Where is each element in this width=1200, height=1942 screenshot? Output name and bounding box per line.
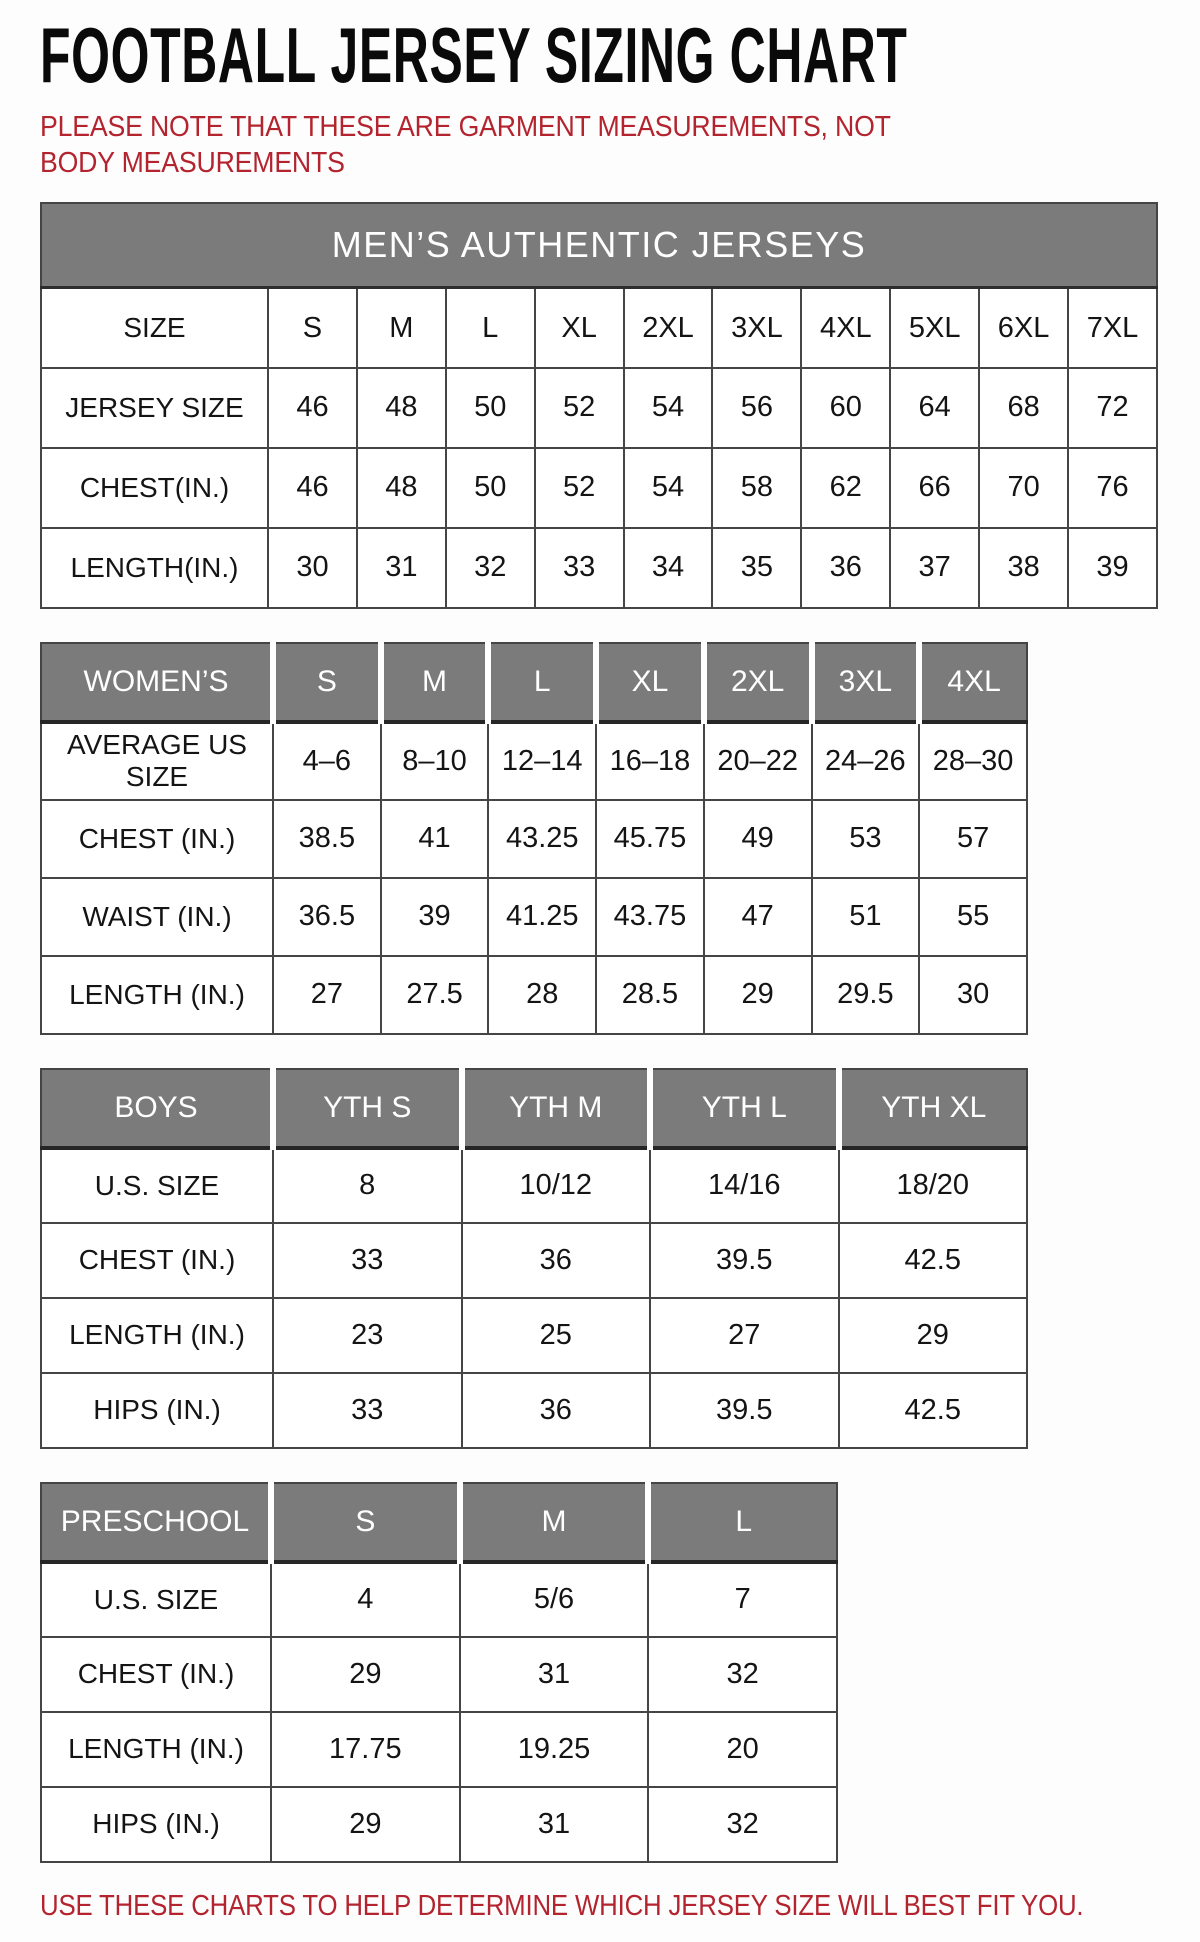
mens-table-banner: MEN’S AUTHENTIC JERSEYS — [41, 203, 1157, 288]
value-cell: 35 — [712, 528, 801, 608]
table-row — [41, 368, 1157, 448]
table-row — [41, 1637, 837, 1712]
value-cell: 33 — [535, 528, 624, 608]
row-label-cell: CHEST(IN.) — [41, 448, 268, 528]
column-header-cell: 3XL — [812, 643, 920, 722]
value-cell: 43.25 — [488, 800, 596, 878]
value-cell: 68 — [979, 368, 1068, 448]
row-label-cell: WAIST (IN.) — [41, 878, 273, 956]
value-cell: 57 — [919, 800, 1027, 878]
value-cell: 41 — [381, 800, 489, 878]
table-row — [41, 288, 1157, 368]
value-cell: 46 — [268, 368, 357, 448]
value-cell: 60 — [801, 368, 890, 448]
value-cell: 29 — [271, 1787, 460, 1862]
value-cell: 25 — [462, 1298, 651, 1373]
column-header-cell: M — [460, 1483, 649, 1562]
value-cell: 18/20 — [839, 1148, 1028, 1223]
header-row — [41, 643, 1027, 722]
value-cell: 47 — [704, 878, 812, 956]
row-label-cell: LENGTH (IN.) — [41, 956, 273, 1034]
value-cell: 36 — [462, 1223, 651, 1298]
value-cell: 29 — [271, 1637, 460, 1712]
column-header-cell: YTH M — [462, 1069, 651, 1148]
row-label-cell: LENGTH(IN.) — [41, 528, 268, 608]
tables-region — [40, 202, 1200, 1863]
value-cell: 31 — [357, 528, 446, 608]
page-title: FOOTBALL JERSEY SIZING CHART — [40, 11, 908, 99]
value-cell: 8–10 — [381, 722, 489, 800]
value-cell: 58 — [712, 448, 801, 528]
value-cell: 39 — [1068, 528, 1157, 608]
value-cell: 10/12 — [462, 1148, 651, 1223]
value-cell: 30 — [268, 528, 357, 608]
value-cell: 4–6 — [273, 722, 381, 800]
table-row — [41, 1298, 1027, 1373]
value-cell: 2XL — [624, 288, 713, 368]
value-cell: 36.5 — [273, 878, 381, 956]
boys-sizing-table — [40, 1068, 1028, 1449]
value-cell: 45.75 — [596, 800, 704, 878]
value-cell: 37 — [890, 528, 979, 608]
row-label-cell: U.S. SIZE — [41, 1562, 271, 1637]
value-cell: 53 — [812, 800, 920, 878]
value-cell: 32 — [446, 528, 535, 608]
column-header-cell: XL — [596, 643, 704, 722]
value-cell: 30 — [919, 956, 1027, 1034]
table-row — [41, 1787, 837, 1862]
table-row — [41, 448, 1157, 528]
value-cell: 19.25 — [460, 1712, 649, 1787]
value-cell: 16–18 — [596, 722, 704, 800]
value-cell: 39.5 — [650, 1223, 839, 1298]
column-header-cell: YTH XL — [839, 1069, 1028, 1148]
value-cell: 12–14 — [488, 722, 596, 800]
value-cell: 56 — [712, 368, 801, 448]
value-cell: 76 — [1068, 448, 1157, 528]
row-label-cell: LENGTH (IN.) — [41, 1712, 271, 1787]
value-cell: 52 — [535, 368, 624, 448]
value-cell: 48 — [357, 448, 446, 528]
value-cell: 33 — [273, 1373, 462, 1448]
row-label-cell: U.S. SIZE — [41, 1148, 273, 1223]
column-header-cell: S — [273, 643, 381, 722]
value-cell: 20 — [648, 1712, 837, 1787]
table-row — [41, 800, 1027, 878]
value-cell: 17.75 — [271, 1712, 460, 1787]
value-cell: 23 — [273, 1298, 462, 1373]
table-row — [41, 1148, 1027, 1223]
value-cell: 50 — [446, 368, 535, 448]
value-cell: 29 — [704, 956, 812, 1034]
value-cell: S — [268, 288, 357, 368]
value-cell: 62 — [801, 448, 890, 528]
header-row — [41, 1483, 837, 1562]
row-label-cell: CHEST (IN.) — [41, 800, 273, 878]
mens-sizing-table — [40, 202, 1158, 609]
footer-note: USE THESE CHARTS TO HELP DETERMINE WHICH JERSEY SIZE WILL BEST FIT YOU. — [40, 1889, 1084, 1922]
value-cell: 3XL — [712, 288, 801, 368]
boys-corner-header-cell: BOYS — [41, 1069, 273, 1148]
value-cell: XL — [535, 288, 624, 368]
value-cell: 41.25 — [488, 878, 596, 956]
column-header-cell: YTH L — [650, 1069, 839, 1148]
row-label-cell: HIPS (IN.) — [41, 1787, 271, 1862]
column-header-cell: S — [271, 1483, 460, 1562]
value-cell: 31 — [460, 1637, 649, 1712]
table-row — [41, 878, 1027, 956]
value-cell: 42.5 — [839, 1223, 1028, 1298]
value-cell: 36 — [801, 528, 890, 608]
value-cell: 38 — [979, 528, 1068, 608]
value-cell: 32 — [648, 1787, 837, 1862]
preschool-corner-header-cell: PRESCHOOL — [41, 1483, 271, 1562]
value-cell: 51 — [812, 878, 920, 956]
value-cell: 6XL — [979, 288, 1068, 368]
row-label-cell: AVERAGE US SIZE — [41, 722, 273, 800]
value-cell: 54 — [624, 368, 713, 448]
preschool-sizing-table — [40, 1482, 838, 1863]
value-cell: 66 — [890, 448, 979, 528]
column-header-cell: L — [648, 1483, 837, 1562]
column-header-cell: M — [381, 643, 489, 722]
row-label-cell: CHEST (IN.) — [41, 1223, 273, 1298]
value-cell: 27.5 — [381, 956, 489, 1034]
value-cell: 7 — [648, 1562, 837, 1637]
value-cell: 42.5 — [839, 1373, 1028, 1448]
value-cell: 46 — [268, 448, 357, 528]
table-row — [41, 956, 1027, 1034]
value-cell: 5XL — [890, 288, 979, 368]
column-header-cell: L — [488, 643, 596, 722]
column-header-cell: 2XL — [704, 643, 812, 722]
garment-measurement-note: PLEASE NOTE THAT THESE ARE GARMENT MEASUREMENTS, NOT BODY MEASUREMENTS — [40, 111, 891, 179]
value-cell: 27 — [650, 1298, 839, 1373]
value-cell: 39.5 — [650, 1373, 839, 1448]
value-cell: 28–30 — [919, 722, 1027, 800]
value-cell: L — [446, 288, 535, 368]
value-cell: 39 — [381, 878, 489, 956]
table-row — [41, 1562, 837, 1637]
value-cell: 34 — [624, 528, 713, 608]
row-label-cell: CHEST (IN.) — [41, 1637, 271, 1712]
womens-sizing-table — [40, 642, 1028, 1035]
column-header-cell: 4XL — [919, 643, 1027, 722]
value-cell: 50 — [446, 448, 535, 528]
row-label-cell: JERSEY SIZE — [41, 368, 268, 448]
header-row — [41, 1069, 1027, 1148]
value-cell: 48 — [357, 368, 446, 448]
value-cell: 49 — [704, 800, 812, 878]
value-cell: 54 — [624, 448, 713, 528]
value-cell: 52 — [535, 448, 624, 528]
value-cell: 24–26 — [812, 722, 920, 800]
value-cell: 43.75 — [596, 878, 704, 956]
row-label-cell: SIZE — [41, 288, 268, 368]
row-label-cell: HIPS (IN.) — [41, 1373, 273, 1448]
value-cell: 36 — [462, 1373, 651, 1448]
value-cell: 70 — [979, 448, 1068, 528]
banner-row — [41, 203, 1157, 288]
value-cell: 5/6 — [460, 1562, 649, 1637]
column-header-cell: YTH S — [273, 1069, 462, 1148]
value-cell: 38.5 — [273, 800, 381, 878]
value-cell: 14/16 — [650, 1148, 839, 1223]
value-cell: M — [357, 288, 446, 368]
womens-corner-header-cell: WOMEN’S — [41, 643, 273, 722]
value-cell: 64 — [890, 368, 979, 448]
value-cell: 72 — [1068, 368, 1157, 448]
table-row — [41, 1223, 1027, 1298]
value-cell: 29 — [839, 1298, 1028, 1373]
value-cell: 28 — [488, 956, 596, 1034]
value-cell: 4XL — [801, 288, 890, 368]
value-cell: 32 — [648, 1637, 837, 1712]
table-row — [41, 722, 1027, 800]
row-label-cell: LENGTH (IN.) — [41, 1298, 273, 1373]
value-cell: 8 — [273, 1148, 462, 1223]
table-row — [41, 528, 1157, 608]
value-cell: 4 — [271, 1562, 460, 1637]
value-cell: 29.5 — [812, 956, 920, 1034]
value-cell: 7XL — [1068, 288, 1157, 368]
value-cell: 31 — [460, 1787, 649, 1862]
table-row — [41, 1373, 1027, 1448]
value-cell: 27 — [273, 956, 381, 1034]
value-cell: 28.5 — [596, 956, 704, 1034]
value-cell: 55 — [919, 878, 1027, 956]
table-row — [41, 1712, 837, 1787]
value-cell: 33 — [273, 1223, 462, 1298]
value-cell: 20–22 — [704, 722, 812, 800]
